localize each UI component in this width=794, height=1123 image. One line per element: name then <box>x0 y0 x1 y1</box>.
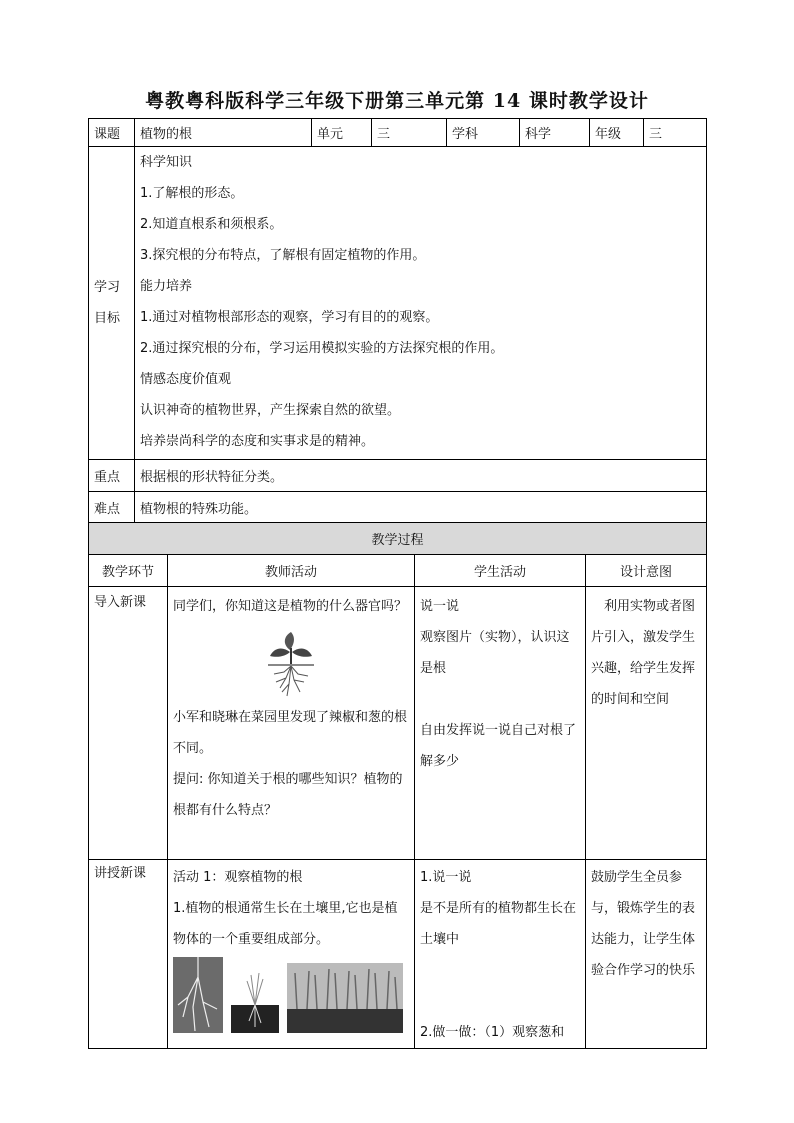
grade-value: 三 <box>644 119 707 147</box>
intro-student-activity: 说一说 观察图片（实物），认识这是根 自由发挥说一说自己对根了解多少 <box>415 587 586 860</box>
intro-teacher-activity: 同学们，你知道这是植物的什么器官吗？ 小军和晓琳在菜园里发现了辣椒和葱的根不同。 提问: 你知道关于根的哪些知识？植物的根都有什么特点？ <box>168 587 415 860</box>
difficulty-value: 植物根的特殊功能。 <box>135 492 707 524</box>
key-point-label: 重点 <box>89 460 135 492</box>
lecture-student-activity: 1.说一说 是不是所有的植物都生长在土壤中 2.做一做：（1）观察葱和 <box>415 860 586 1049</box>
lecture-stage: 讲授新课 <box>89 860 168 1049</box>
objectives-content <box>135 147 707 460</box>
objectives-label: 学习 目标 <box>89 147 135 460</box>
page-title: 粤教粤科版科学三年级下册第三单元第 14 课时教学设计 <box>145 90 649 112</box>
column-header: 教师活动 <box>168 555 415 587</box>
topic-value: 植物的根 <box>135 119 312 147</box>
objective-line: 1.了解根的形态。 <box>140 186 244 201</box>
objective-line: 能力培养 <box>140 279 193 294</box>
unit-value: 三 <box>372 119 447 147</box>
column-header: 设计意图 <box>586 555 707 587</box>
objective-line: 培养崇尚科学的态度和实事求是的精神。 <box>140 434 375 449</box>
root-photo <box>287 963 403 1033</box>
subject-label: 学科 <box>447 119 520 147</box>
objective-line: 认识神奇的植物世界，产生探索自然的欲望。 <box>140 403 401 418</box>
root-photo <box>173 957 223 1033</box>
column-header: 教学环节 <box>89 555 168 587</box>
intro-stage: 导入新课 <box>89 587 168 860</box>
intro-design-intent: 利用实物或者图片引入，激发学生兴趣，给学生发挥的时间和空间 <box>586 587 707 860</box>
key-point-value: 根据根的形状特征分类。 <box>135 460 707 492</box>
process-title: 教学过程 <box>89 523 707 555</box>
objective-line: 2.通过探究根的分布，学习运用模拟实验的方法探究根的作用。 <box>140 341 504 356</box>
objective-line: 1.通过对植物根部形态的观察，学习有目的的观察。 <box>140 310 439 325</box>
grade-label: 年级 <box>590 119 644 147</box>
lecture-design-intent: 鼓励学生全员参与，锻炼学生的表达能力，让学生体验合作学习的快乐 <box>586 860 707 1049</box>
column-header: 学生活动 <box>415 555 586 587</box>
objective-line: 科学知识 <box>140 155 193 170</box>
root-photos <box>173 955 409 1039</box>
objective-line: 2.知道直根系和须根系。 <box>140 217 283 232</box>
difficulty-label: 难点 <box>89 492 135 524</box>
teaching-process-table <box>88 522 707 1049</box>
topic-label: 课题 <box>89 119 135 147</box>
lesson-info-table <box>88 118 707 524</box>
objective-line: 情感态度价值观 <box>140 372 232 387</box>
subject-value: 科学 <box>520 119 590 147</box>
plant-root-image <box>173 622 409 702</box>
unit-label: 单元 <box>312 119 372 147</box>
lecture-teacher-activity: 活动 1：观察植物的根 1.植物的根通常生长在土壤里,它也是植物体的一个重要组成部分。 <box>168 860 415 1049</box>
root-photo <box>231 969 279 1033</box>
objective-line: 3.探究根的分布特点，了解根有固定植物的作用。 <box>140 248 426 263</box>
